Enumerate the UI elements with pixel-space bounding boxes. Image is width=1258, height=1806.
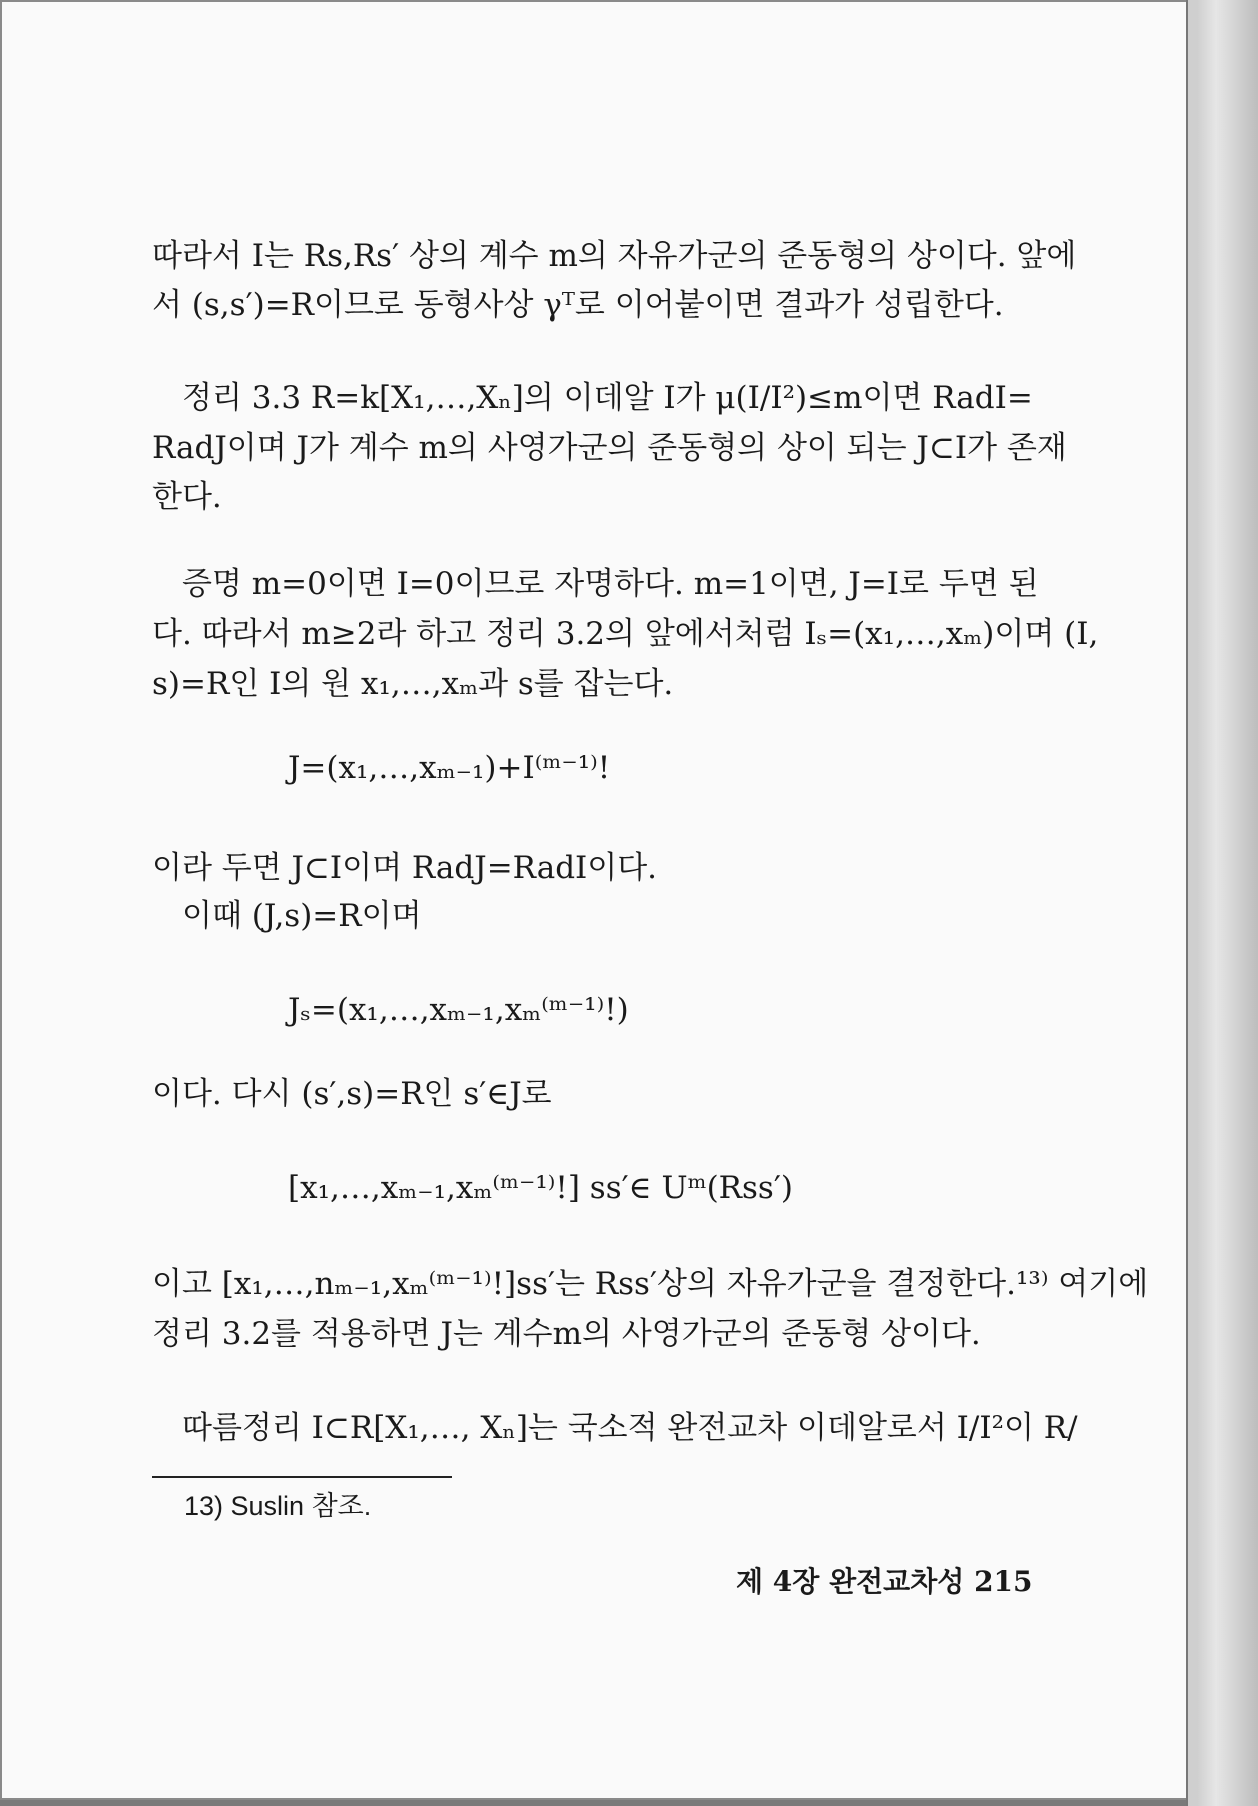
theorem-line: 한다. — [152, 479, 222, 515]
equation: Jₛ=(x₁,…,xₘ₋₁,xₘ⁽ᵐ⁻¹⁾!) — [288, 992, 629, 1028]
theorem-line: RadJ이며 J가 계수 m의 사영가군의 준동형의 상이 되는 J⊂I가 존재 — [152, 430, 1067, 466]
text-line: 이라 두면 J⊂I이며 RadJ=RadI이다. — [152, 850, 658, 886]
footnote-rule — [152, 1476, 452, 1478]
text-line: 서 (s,s′)=R이므로 동형사상 γᵀ로 이어붙이면 결과가 성립한다. — [152, 287, 1004, 323]
equation: J=(x₁,…,xₘ₋₁)+I⁽ᵐ⁻¹⁾! — [288, 750, 611, 786]
corollary-line: 따름정리 I⊂R[X₁,…, Xₙ]는 국소적 완전교차 이데알로서 I/I²이 R/ — [182, 1410, 1078, 1446]
footnote: 13) Suslin 참조. — [184, 1491, 372, 1521]
running-head: 제 4장 완전교차성 215 — [736, 1565, 1033, 1598]
page-stack-edge — [1198, 0, 1258, 1806]
text-line: 따라서 I는 Rs,Rs′ 상의 계수 m의 자유가군의 준동형의 상이다. 앞에 — [152, 238, 1077, 274]
proof-line: s)=R인 I의 원 x₁,…,xₘ과 s를 잡는다. — [152, 666, 674, 702]
text-line: 이때 (J,s)=R이며 — [182, 898, 422, 934]
equation: [x₁,…,xₘ₋₁,xₘ⁽ᵐ⁻¹⁾!] ss′∈ Uᵐ(Rss′) — [288, 1170, 793, 1206]
proof-line: 다. 따라서 m≥2라 하고 정리 3.2의 앞에서처럼 Iₛ=(x₁,…,xₘ)이며 (I, — [152, 616, 1099, 652]
text-line: 이고 [x₁,…,nₘ₋₁,xₘ⁽ᵐ⁻¹⁾!]ss′는 Rss′상의 자유가군을 결정한다.¹³⁾ 여기에 — [152, 1266, 1149, 1302]
text-line: 이다. 다시 (s′,s)=R인 s′∈J로 — [152, 1076, 552, 1112]
proof-line: 증명 m=0이면 I=0이므로 자명하다. m=1이면, J=I로 두면 된 — [182, 566, 1039, 602]
text-line: 정리 3.2를 적용하면 J는 계수m의 사영가군의 준동형 상이다. — [152, 1316, 981, 1352]
theorem-line: 정리 3.3 R=k[X₁,…,Xₙ]의 이데알 I가 μ(I/I²)≤m이면 RadI= — [182, 380, 1033, 416]
